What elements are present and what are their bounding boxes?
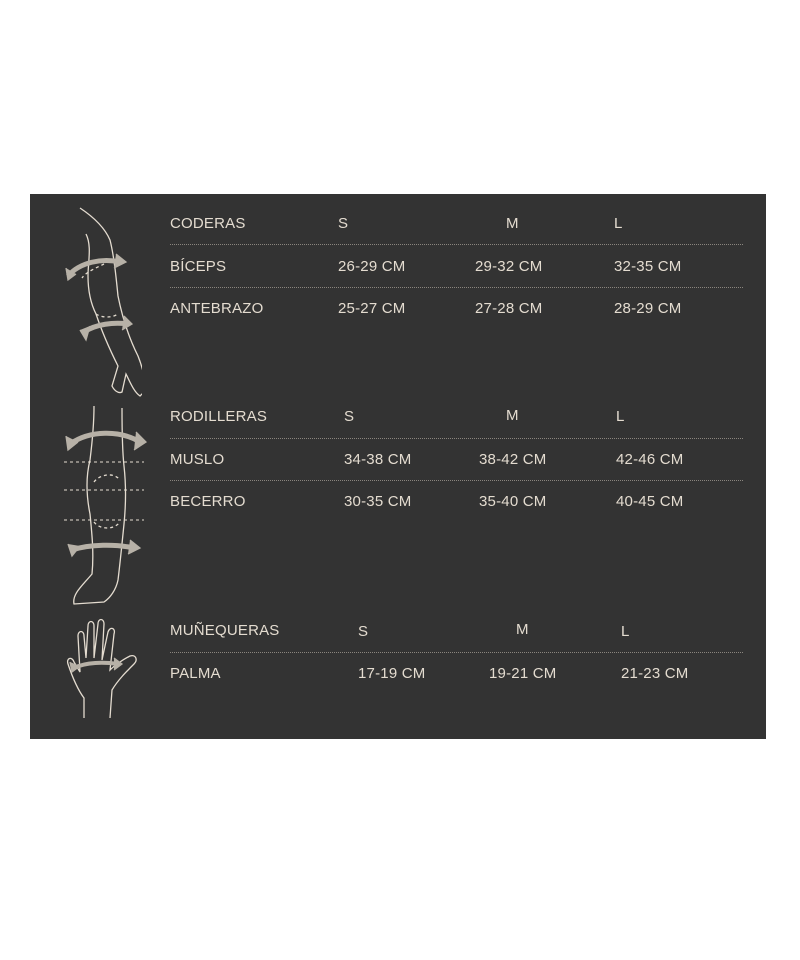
- size-header-m: M: [506, 407, 519, 424]
- size-header-s: S: [344, 408, 355, 425]
- row-value-s: 26-29 CM: [338, 258, 406, 275]
- hand-measure-icon: [64, 614, 144, 724]
- row-value-m: 38-42 CM: [479, 451, 547, 468]
- divider: [170, 652, 743, 653]
- section-header-label: CODERAS: [170, 215, 246, 232]
- divider: [170, 438, 743, 439]
- row-value-m: 35-40 CM: [479, 493, 547, 510]
- row-label: BÍCEPS: [170, 258, 227, 275]
- arm-measure-icon: [62, 206, 142, 406]
- row-value-m: 29-32 CM: [475, 258, 543, 275]
- section-header-label: RODILLERAS: [170, 408, 268, 425]
- row-value-m: 19-21 CM: [489, 665, 557, 682]
- row-label: MUSLO: [170, 451, 225, 468]
- divider: [170, 480, 743, 481]
- divider: [170, 244, 743, 245]
- size-chart-panel: [30, 194, 766, 739]
- leg-measure-icon: [60, 404, 150, 614]
- size-header-m: M: [506, 215, 519, 232]
- row-label: BECERRO: [170, 493, 246, 510]
- row-value-l: 40-45 CM: [616, 493, 684, 510]
- row-value-l: 28-29 CM: [614, 300, 682, 317]
- row-value-m: 27-28 CM: [475, 300, 543, 317]
- size-header-l: L: [614, 215, 623, 232]
- row-value-s: 34-38 CM: [344, 451, 412, 468]
- row-value-l: 42-46 CM: [616, 451, 684, 468]
- row-value-s: 30-35 CM: [344, 493, 412, 510]
- row-value-l: 32-35 CM: [614, 258, 682, 275]
- size-header-s: S: [358, 623, 369, 640]
- row-label: PALMA: [170, 665, 221, 682]
- size-header-l: L: [616, 408, 625, 425]
- row-value-l: 21-23 CM: [621, 665, 689, 682]
- size-header-l: L: [621, 623, 630, 640]
- row-label: ANTEBRAZO: [170, 300, 264, 317]
- divider: [170, 287, 743, 288]
- row-value-s: 17-19 CM: [358, 665, 426, 682]
- size-header-s: S: [338, 215, 349, 232]
- size-header-m: M: [516, 621, 529, 638]
- section-header-label: MUÑEQUERAS: [170, 622, 280, 639]
- row-value-s: 25-27 CM: [338, 300, 406, 317]
